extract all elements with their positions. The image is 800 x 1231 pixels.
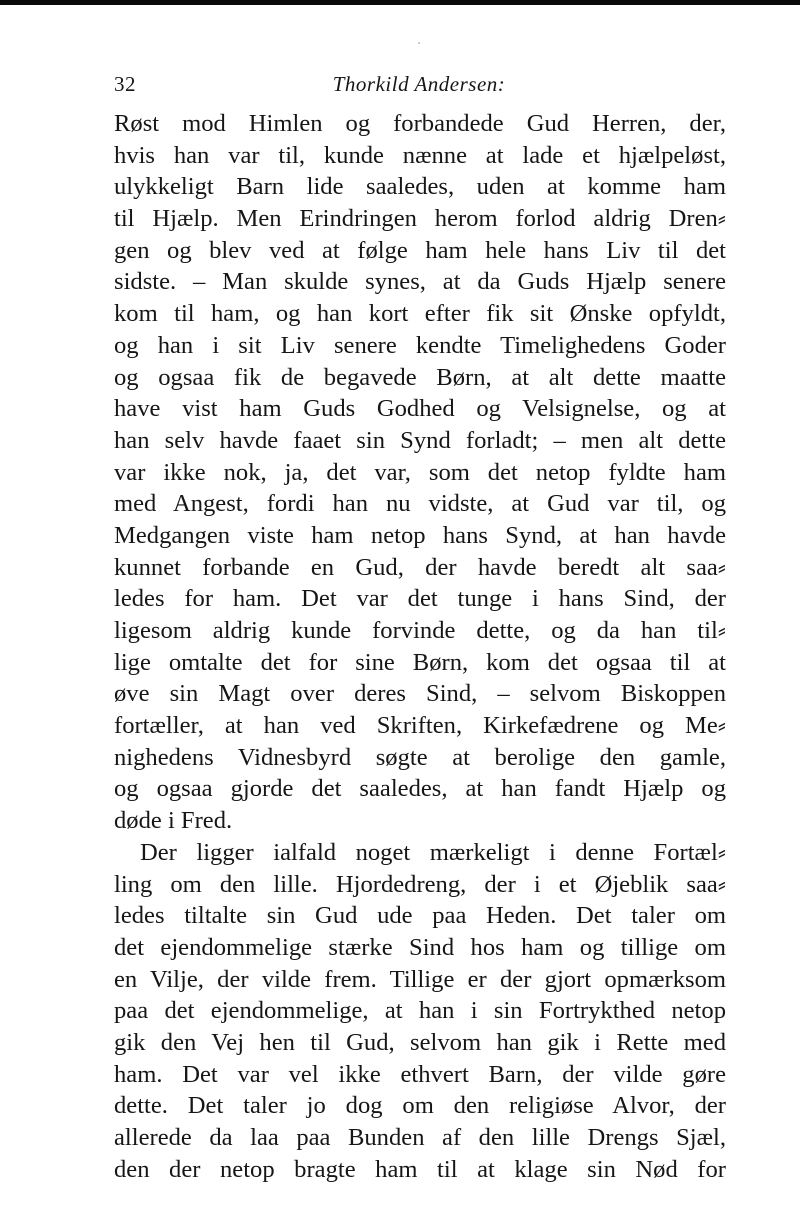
text-line: den der netop bragte ham til at klage sin Nød for <box>114 1155 726 1183</box>
text-line: til Hjælp. Men Erindringen herom forlod aldrig Dren⸗ <box>114 205 726 233</box>
paragraph-start-line: Der ligger ialfald noget mærkeligt i denne Fortæl⸗ <box>140 838 726 866</box>
running-title: Thorkild Andersen: <box>332 72 506 96</box>
text-line: og ogsaa gjorde det saaledes, at han fandt Hjælp og <box>114 775 726 803</box>
text-line: ling om den lille. Hjordedreng, der i et Øjeblik saa⸗ <box>114 870 726 898</box>
text-line: og ogsaa fik de begavede Børn, at alt dette maatte <box>114 363 726 391</box>
page-number: 32 <box>114 72 136 96</box>
text-line: gik den Vej hen til Gud, selvom han gik i Rette med <box>114 1028 726 1056</box>
text-line: allerede da laa paa Bunden af den lille Drengs Sjæl, <box>114 1124 726 1151</box>
text-line: Medgangen viste ham netop hans Synd, at han havde <box>114 521 726 549</box>
text-line: ledes for ham. Det var det tunge i hans Sind, der <box>114 585 726 613</box>
text-line: Røst mod Himlen og forbandede Gud Herren, der, <box>114 110 726 137</box>
text-line: have vist ham Guds Godhed og Velsignelse, og at <box>114 395 726 423</box>
text-line: lige omtalte det for sine Børn, kom det ogsaa til at <box>114 648 726 676</box>
page-header <box>114 72 724 106</box>
text-line: gen og blev ved at følge ham hele hans Liv til det <box>114 236 726 264</box>
text-line: kunnet forbande en Gud, der havde beredt alt saa⸗ <box>114 553 726 581</box>
text-line: kom til ham, og han kort efter fik sit Ønske opfyldt, <box>114 300 726 328</box>
text-line: med Angest, fordi han nu vidste, at Gud var til, og <box>114 490 726 518</box>
text-line: ulykkeligt Barn lide saaledes, uden at komme ham <box>114 173 726 201</box>
text-line: sidste. – Man skulde synes, at da Guds Hjælp senere <box>114 268 726 296</box>
text-line: han selv havde faaet sin Synd forladt; – men alt dette <box>114 426 726 454</box>
text-line: hvis han var til, kunde nænne at lade et hjælpeløst, <box>114 141 726 169</box>
text-line: dette. Det taler jo dog om den religiøse Alvor, der <box>114 1092 726 1120</box>
text-line: paa det ejendommelige, at han i sin Fortrykthed netop <box>114 997 726 1025</box>
body-text <box>114 108 726 1185</box>
text-line: var ikke nok, ja, det var, som det netop fyldte ham <box>114 458 726 486</box>
text-line: ligesom aldrig kunde forvinde dette, og da han til⸗ <box>114 617 726 644</box>
paragraph-end-line: døde i Fred. <box>114 807 233 835</box>
top-edge-rule <box>0 0 800 5</box>
text-line: øve sin Magt over deres Sind, – selvom Biskoppen <box>114 680 726 708</box>
text-line: nighedens Vidnesbyrd søgte at berolige den gamle, <box>114 743 726 771</box>
text-line: fortæller, at han ved Skriften, Kirkefædrene og Me⸗ <box>114 712 726 740</box>
paper-speck <box>418 42 420 44</box>
text-line: og han i sit Liv senere kendte Timelighedens Goder <box>114 331 726 359</box>
text-line: det ejendommelige stærke Sind hos ham og tillige om <box>114 933 726 961</box>
text-line: ledes tiltalte sin Gud ude paa Heden. Det taler om <box>114 902 726 930</box>
text-line: ham. Det var vel ikke ethvert Barn, der vilde gøre <box>114 1060 726 1088</box>
text-line: en Vilje, der vilde frem. Tillige er der gjort opmærksom <box>114 965 726 993</box>
